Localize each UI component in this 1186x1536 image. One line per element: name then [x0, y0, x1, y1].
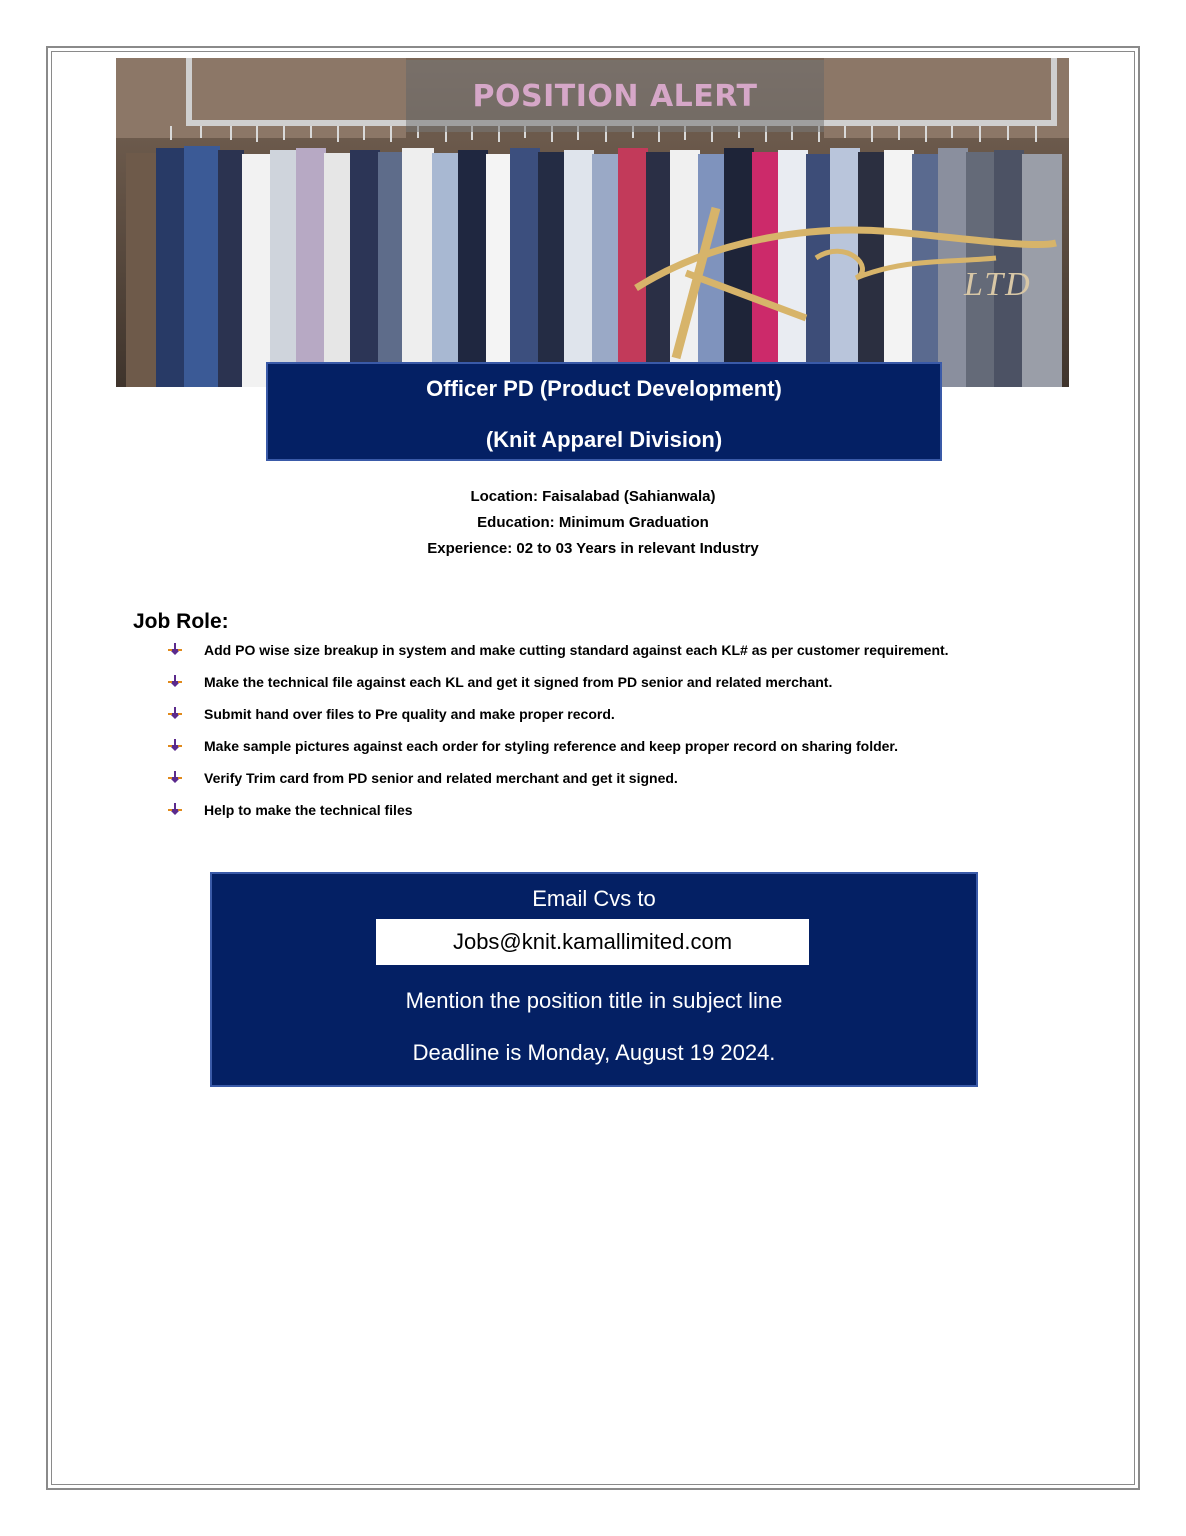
subject-line-note: Mention the position title in subject line: [405, 988, 783, 1013]
arrow-bullet-icon: [168, 802, 204, 818]
job-role-item-text: Verify Trim card from PD senior and related merchant and get it signed.: [204, 770, 678, 786]
arrow-bullet-icon: [168, 674, 204, 690]
apply-box: [210, 872, 978, 1087]
list-item: [168, 738, 949, 770]
job-role-item-text: Make sample pictures against each order for styling reference and keep proper record on sharing folder.: [204, 738, 898, 754]
banner-image: [116, 58, 1069, 387]
location-text: Location: Faisalabad (Sahianwala): [470, 488, 716, 505]
job-role-heading: Job Role:: [133, 610, 229, 633]
job-role-list: [168, 642, 949, 834]
list-item: [168, 642, 949, 674]
email-address-link[interactable]: Jobs@knit.kamallimited.com: [376, 919, 809, 965]
position-title: Officer PD (Product Development): [426, 376, 782, 401]
job-role-item-text: Add PO wise size breakup in system and make cutting standard against each KL# as per customer requirement.: [204, 642, 949, 658]
list-item: [168, 770, 949, 802]
deadline-text: Deadline is Monday, August 19 2024.: [412, 1040, 776, 1065]
company-logo-text: LTD: [964, 266, 1032, 303]
arrow-bullet-icon: [168, 738, 204, 754]
job-role-item-text: Submit hand over files to Pre quality and make proper record.: [204, 706, 615, 722]
arrow-bullet-icon: [168, 770, 204, 786]
arrow-bullet-icon: [168, 706, 204, 722]
experience-text: Experience: 02 to 03 Years in relevant Industry: [427, 540, 759, 557]
banner-title-box: [406, 60, 824, 132]
position-division: (Knit Apparel Division): [485, 427, 723, 452]
position-title-box: [266, 362, 942, 461]
education-text: Education: Minimum Graduation: [477, 514, 709, 531]
list-item: [168, 706, 949, 738]
list-item: [168, 802, 949, 834]
job-role-item-text: Help to make the technical files: [204, 802, 413, 818]
job-role-item-text: Make the technical file against each KL and get it signed from PD senior and related merchant.: [204, 674, 833, 690]
banner-title: POSITION ALERT: [472, 78, 758, 114]
list-item: [168, 674, 949, 706]
email-heading: Email Cvs to: [532, 886, 656, 911]
arrow-bullet-icon: [168, 642, 204, 658]
